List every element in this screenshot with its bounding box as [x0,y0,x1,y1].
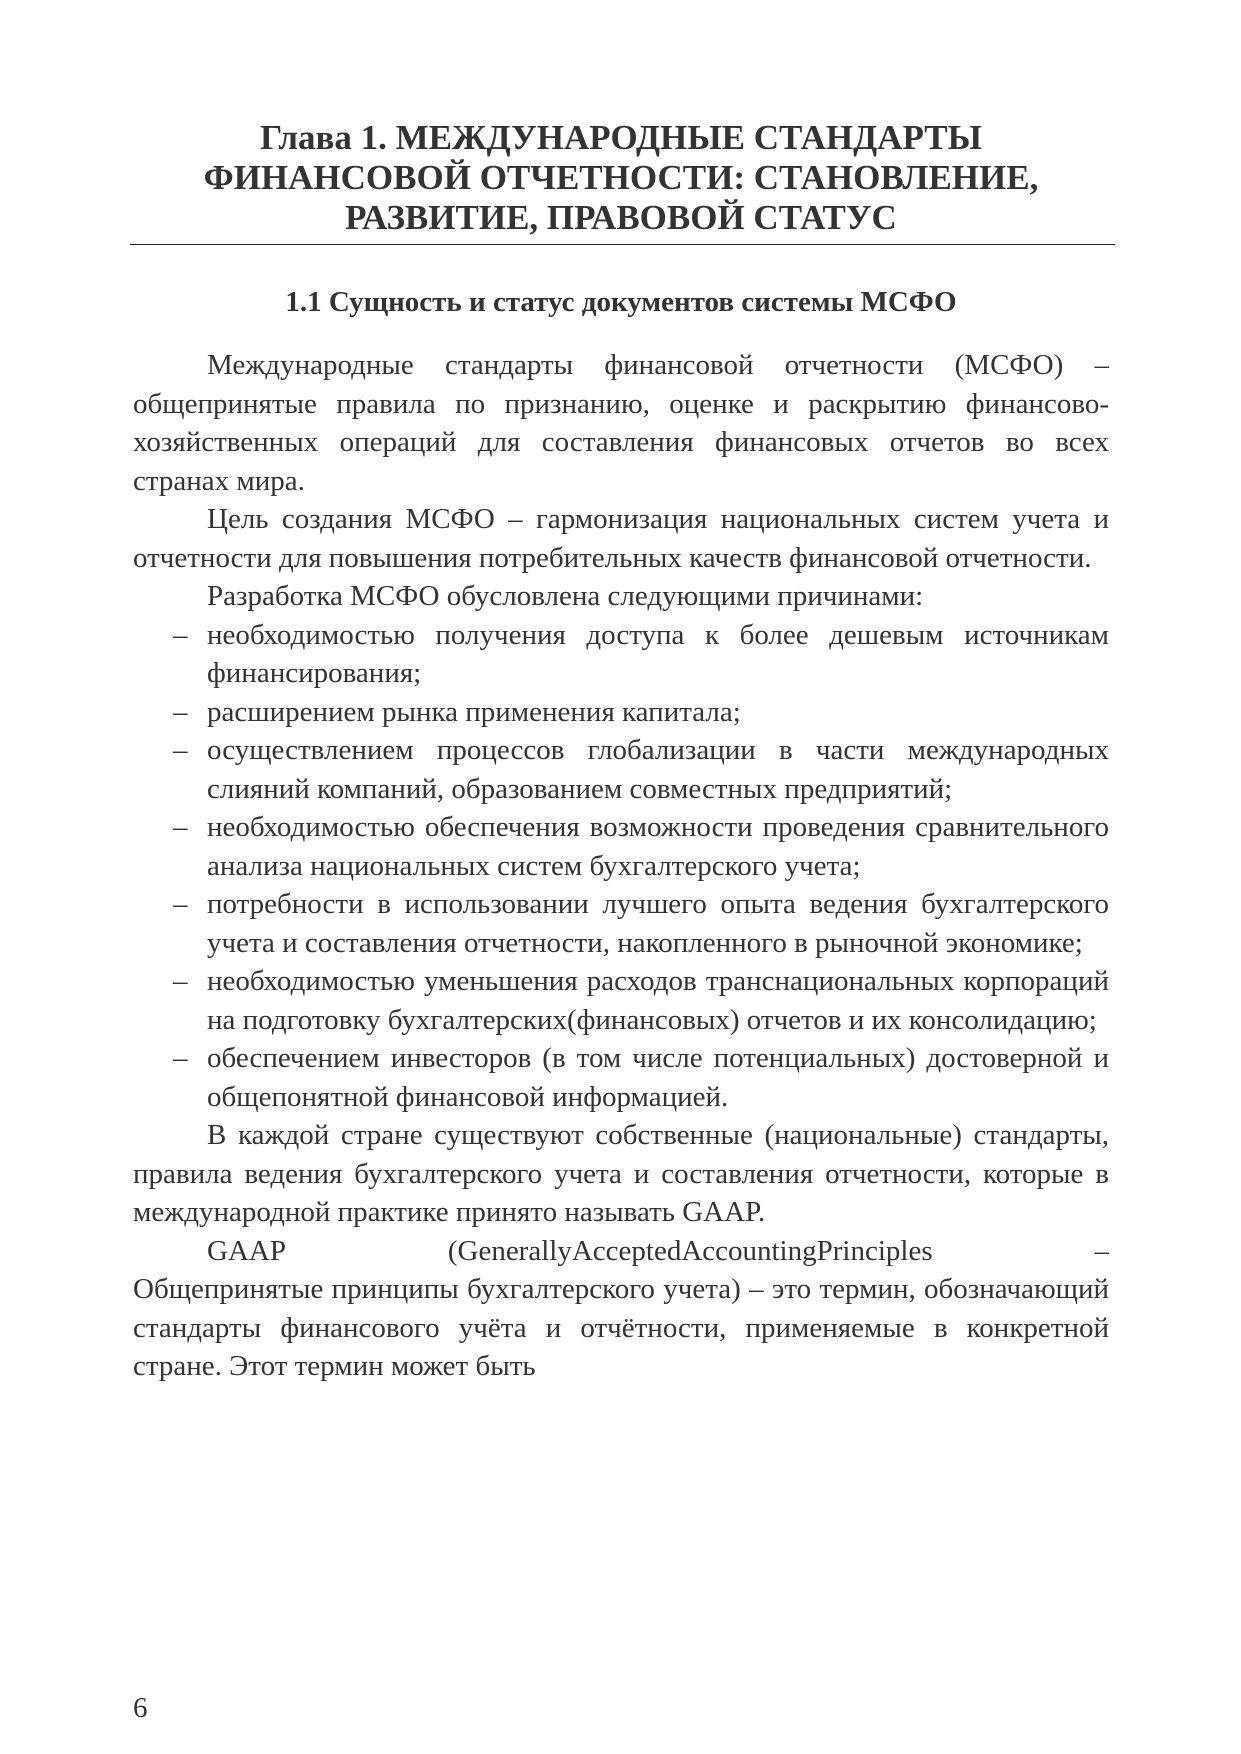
list-item-text: необходимостью обеспечения возможности проведения сравнительного анализа национальных систем бухгалтерского учета; [207,811,1109,882]
page-number: 6 [133,1692,148,1724]
reasons-list [133,616,1109,1117]
paragraph-national-standards: В каждой стране существуют собственные (национальные) стандарты, правила ведения бухгалтерского учета и составления отчетности, которые в международной практике принято называть GAAP. [133,1119,1109,1228]
paragraph-definition: Международные стандарты финансовой отчетности (МСФО) – общепринятые правила по признанию, оценке и раскрытию финансово-хозяйственных операций для составления финансовых отчетов во всех странах мира. [133,349,1109,497]
list-dash: – [173,734,188,766]
list-item [133,1039,1109,1116]
list-dash: – [173,618,188,651]
list-item [133,808,1109,885]
section-title: 1.1 Сущность и статус документов системы МСФО [285,286,957,318]
paragraph-gaap-first-line [133,1232,1109,1271]
gaap-dash: – [1094,1234,1109,1267]
paragraph-reasons-intro: Разработка МСФО обусловлена следующими причинами: [207,580,924,612]
list-item [133,962,1109,1039]
paragraph-goal: Цель создания МСФО – гармонизация национальных систем учета и отчетности для повышения потребительных качеств финансовой отчетности. [133,503,1109,574]
title-divider [130,244,1115,245]
list-item-text: обеспечением инвесторов (в том числе потенциальных) достоверной и общепонятной финансовой информацией. [207,1042,1109,1113]
chapter-title [133,118,1109,238]
list-item-text: осуществлением процессов глобализации в части международных слияний компаний, образованием совместных предприятий; [207,734,1109,805]
chapter-title-line: РАЗВИТИЕ, ПРАВОВОЙ СТАТУС [345,198,897,237]
list-dash: – [173,888,188,920]
list-item-text: потребности в использовании лучшего опыта ведения бухгалтерского учета и составления отчетности, накопленного в рыночной экономике; [207,888,1109,959]
paragraph-gaap-definition: Общепринятые принципы бухгалтерского учета) – это термин, обозначающий стандарты финансового учёта и отчётности, применяемые в конкретной стране. Этот термин может быть [133,1273,1109,1382]
list-item-text: необходимостью уменьшения расходов транснациональных корпораций на подготовку бухгалтерских(финансовых) отчетов и их консолидацию; [207,965,1109,1036]
list-item-text: расширением рынка применения капитала; [207,695,741,728]
list-item [133,693,1109,732]
list-dash: – [173,965,188,997]
chapter-title-line: Глава 1. МЕЖДУНАРОДНЫЕ СТАНДАРТЫ [260,118,982,157]
list-item-text: необходимостью получения доступа к более дешевым источникам финансирования; [207,618,1109,689]
list-item [133,616,1109,693]
gaap-term: GAAP [207,1234,286,1267]
list-dash: – [173,811,188,843]
list-item [133,731,1109,808]
list-item [133,885,1109,962]
chapter-title-line: ФИНАНСОВОЙ ОТЧЕТНОСТИ: СТАНОВЛЕНИЕ, [203,158,1039,197]
list-dash: – [173,695,188,728]
list-dash: – [173,1042,188,1074]
body-text [133,346,1109,1386]
gaap-expansion: (GenerallyAcceptedAccountingPrinciples [447,1234,933,1267]
